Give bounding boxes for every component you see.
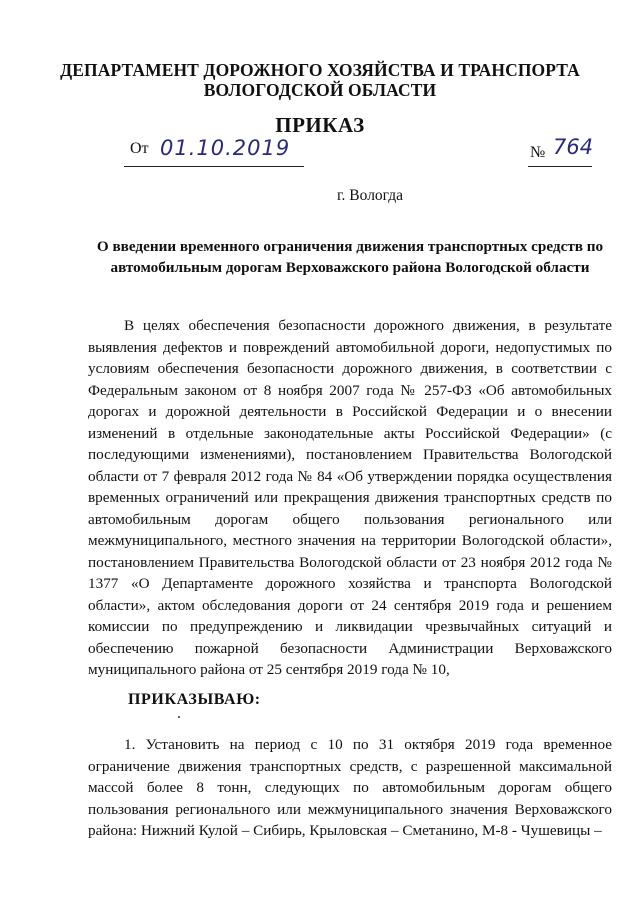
number-label: № [530,144,546,161]
order-subject: О введении временного ограничения движения транспортных средств по автомобильным дорогам Верховажского района Вологодской области [96,238,604,276]
date-label: От [130,140,149,157]
order-word: ПРИКАЗЫВАЮ: [128,691,261,708]
department-name-line2: ВОЛОГОДСКОЙ ОБЛАСТИ [203,80,437,100]
document-type: ПРИКАЗ [275,113,365,137]
department-name-line1: ДЕПАРТАМЕНТ ДОРОЖНОГО ХОЗЯЙСТВА И ТРАНСПОРТА [60,60,580,80]
number-underline [528,166,592,167]
number-handwritten: 764 [553,135,594,159]
date-underline [124,166,304,167]
order-item-1: 1. Установить на период с 10 по 31 октября 2019 года временное ограничение движения транспортных средств, с разрешенной максимальной массой более 8 тонн, следующих по автомобильным дорогам общего пользования регионального или межмуниципального значения Верховажского района: Нижний Кулой – Сибирь, Крыловская – Сметанино, М-8 - Чушевицы – [88,736,612,839]
preamble-paragraph: В целях обеспечения безопасности дорожного движения, в результате выявления дефектов и повреждений автомобильной дороги, недопустимых по условиям обеспечения безопасности дорожного движения, в соответствии с Федеральным законом от 8 ноября 2007 года № 257-ФЗ «Об автомобильных дорогах и дорожной деятельности в Российской Федерации и о внесении изменений в отдельные законодательные акты Российской Федерации» (с последующими изменениями), постановлением Правительства Вологодской области от 7 февраля 2012 года № 84 «Об утверждении порядка осуществления временных ограничений или прекращения движения транспортных средств по автомобильным дорогам общего пользования регионального или межмуниципального, местного значения на территории Вологодской области», постановлением Правительства Вологодской области от 23 ноября 2012 года № 1377 «О Департаменте дорожного хозяйства и транспорта Вологодской области», актом обследования дороги от 24 сентября 2019 года и решением комиссии по предупреждению и ликвидации чрезвычайных ситуаций и обеспечению пожарной безопасности Администрации Верховажского муниципального района от 25 сентября 2019 года № 10, [88,317,612,678]
stray-mark [178,716,180,718]
city: г. Вологда [336,187,404,204]
date-handwritten: 01.10.2019 [160,136,291,160]
